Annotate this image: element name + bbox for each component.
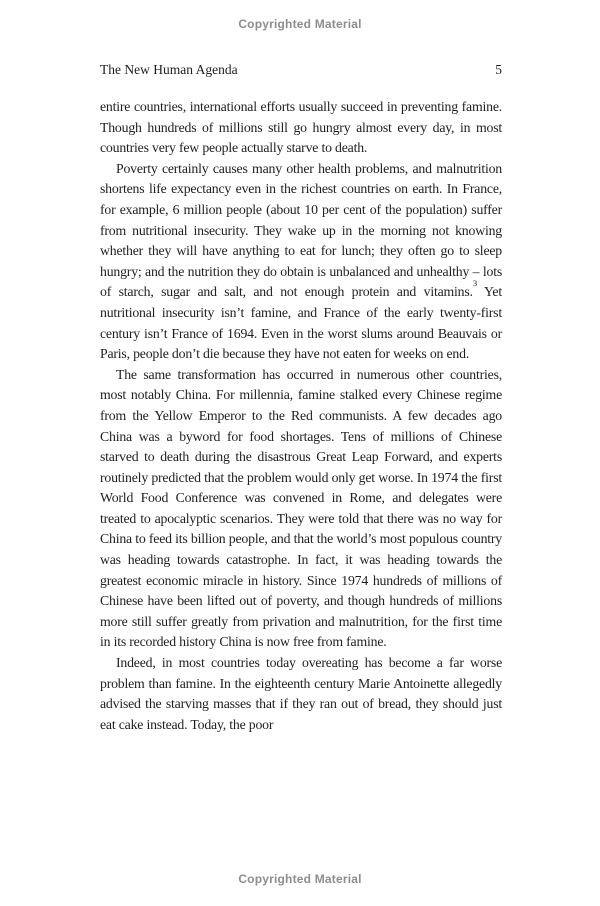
copyright-notice-bottom: Copyrighted Material xyxy=(238,872,362,886)
paragraph-poverty xyxy=(100,159,502,365)
paragraph-text: Poverty certainly causes many other health problems, and malnutrition shortens life expectancy even in the richest countries on earth. In France, for example, 6 million people (about 10 per cent of the population) suffer from nutritional insecurity. They wake up in the morning not knowing whether they will have anything to eat for lunch; they often go to sleep hungry; and the nutrition they do obtain is unbalanced and unhealthy – lots of starch, sugar and salt, and not enough protein and vitamins. xyxy=(100,160,502,300)
copyright-notice-top: Copyrighted Material xyxy=(238,17,362,31)
running-head xyxy=(100,62,502,78)
footnote-marker: 3 xyxy=(472,277,478,288)
paragraph-overeating: Indeed, in most countries today overeating has become a far worse problem than famine. In the eighteenth century Marie Antoinette allegedly advised the starving masses that if they ran out of bread, they should just eat cake instead. Today, the poor xyxy=(100,655,502,732)
paragraph-china: The same transformation has occurred in numerous other countries, most notably China. For millennia, famine stalked every Chinese regime from the Yellow Emperor to the Red communists. A few decades ago China was a byword for food shortages. Tens of millions of Chinese starved to death during the disastrous Great Leap Forward, and experts routinely predicted that the problem would only get worse. In 1974 the first World Food Conference was convened in Rome, and delegates were treated to apocalyptic scenarios. They were told that there was no way for China to feed its billion people, and that the world’s most populous country was heading towards catastrophe. In fact, it was heading towards the greatest economic miracle in history. Since 1974 hundreds of millions of Chinese have been lifted out of poverty, and though hundreds of millions more still suffer greatly from privation and malnutrition, for the first time in its recorded history China is now free from famine. xyxy=(100,366,502,650)
page-text xyxy=(100,97,502,735)
paragraph-text: Yet nutritional insecurity isn’t famine, and France of the early twenty-first century isn’t France of 1694. Even in the worst slums around Beauvais or Paris, people don’t die because they have not eaten for weeks on end. xyxy=(100,284,502,362)
running-head-title: The New Human Agenda xyxy=(100,62,238,77)
page-number: 5 xyxy=(495,62,502,77)
paragraph-continuation: entire countries, international efforts usually succeed in preventing famine. Though hundreds of millions still go hungry almost every day, in most countries very few people actually starve to death. xyxy=(100,99,502,156)
